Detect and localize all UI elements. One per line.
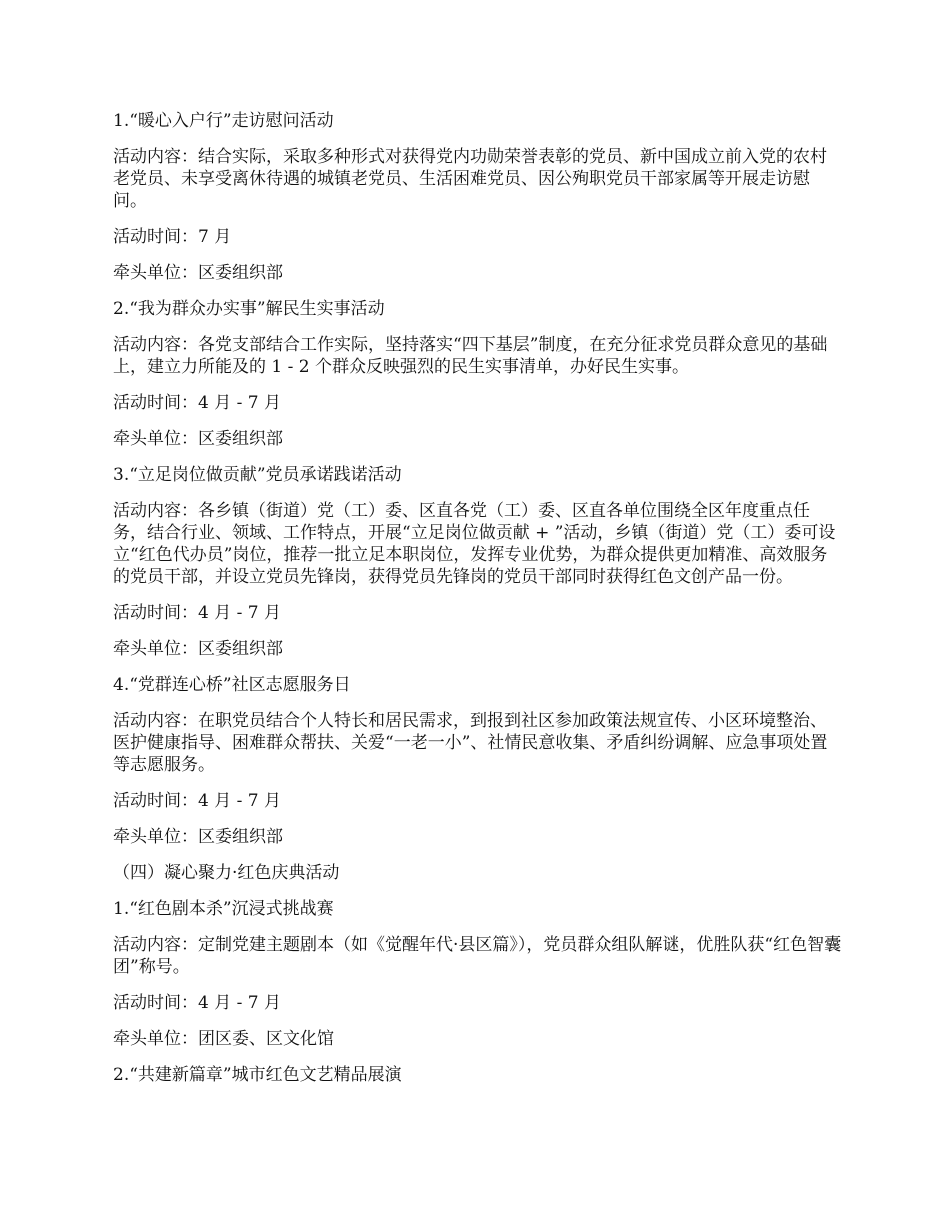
heading-service-activity: 2.“我为群众办实事”解民生实事活动 <box>113 299 385 319</box>
paragraph-time: 活动时间：4 月 - 7 月 <box>113 603 281 623</box>
paragraph-time: 活动时间：4 月 - 7 月 <box>113 791 281 811</box>
paragraph-content: 活动内容：各党支部结合工作实际，坚持落实“四下基层”制度，在充分征求党员群众意见的基础上，建立力所能及的 1 - 2 个群众反映强烈的民生实事清单，办好民生实事。 <box>113 335 828 377</box>
paragraph-organizer: 牵头单位：区委组织部 <box>113 263 283 283</box>
paragraph-content: 活动内容：定制党建主题剧本（如《觉醒年代·县区篇》），党员群众组队解谜，优胜队获“红色智囊团”称号。 <box>113 935 842 977</box>
paragraph-content: 活动内容：各乡镇（街道）党（工）委、区直各党（工）委、区直各单位围绕全区年度重点任务，结合行业、领域、工作特点，开展“立足岗位做贡献 + ”活动，乡镇（街道）党（工）委可设立“红色代办员”岗位，推荐一批立足本职岗位，发挥专业优势，为群众提供更加精准、高效服务的党员干部，并设立党员先锋岗，获得党员先锋岗的党员干部同时获得红色文创产品一份。 <box>113 501 836 587</box>
paragraph-time: 活动时间：7 月 <box>113 227 232 247</box>
heading-volunteer-day: 4.“党群连心桥”社区志愿服务日 <box>113 675 351 695</box>
paragraph-organizer: 牵头单位：区委组织部 <box>113 429 283 449</box>
heading-pledge-activity: 3.“立足岗位做贡献”党员承诺践诺活动 <box>113 465 402 485</box>
document-body <box>113 110 843 1100</box>
section-heading: （四）凝心聚力·红色庆典活动 <box>113 863 340 883</box>
heading-visit-activity: 1.“暖心入户行”走访慰问活动 <box>113 111 334 131</box>
paragraph-time: 活动时间：4 月 - 7 月 <box>113 993 281 1013</box>
paragraph-content: 活动内容：在职党员结合个人特长和居民需求，到报到社区参加政策法规宣传、小区环境整治、医护健康指导、困难群众帮扶、关爱“一老一小”、社情民意收集、矛盾纠纷调解、应急事项处置等志愿服务。 <box>113 711 828 775</box>
heading-art-performance: 2.“共建新篇章”城市红色文艺精品展演 <box>113 1065 402 1085</box>
paragraph-organizer: 牵头单位：区委组织部 <box>113 639 283 659</box>
paragraph-time: 活动时间：4 月 - 7 月 <box>113 393 281 413</box>
paragraph-organizer: 牵头单位：区委组织部 <box>113 827 283 847</box>
paragraph-content: 活动内容：结合实际，采取多种形式对获得党内功勋荣誉表彰的党员、新中国成立前入党的农村老党员、未享受离休待遇的城镇老党员、生活困难党员、因公殉职党员干部家属等开展走访慰问。 <box>113 147 827 211</box>
paragraph-organizer: 牵头单位：团区委、区文化馆 <box>113 1029 334 1049</box>
heading-script-challenge: 1.“红色剧本杀”沉浸式挑战赛 <box>113 899 334 919</box>
